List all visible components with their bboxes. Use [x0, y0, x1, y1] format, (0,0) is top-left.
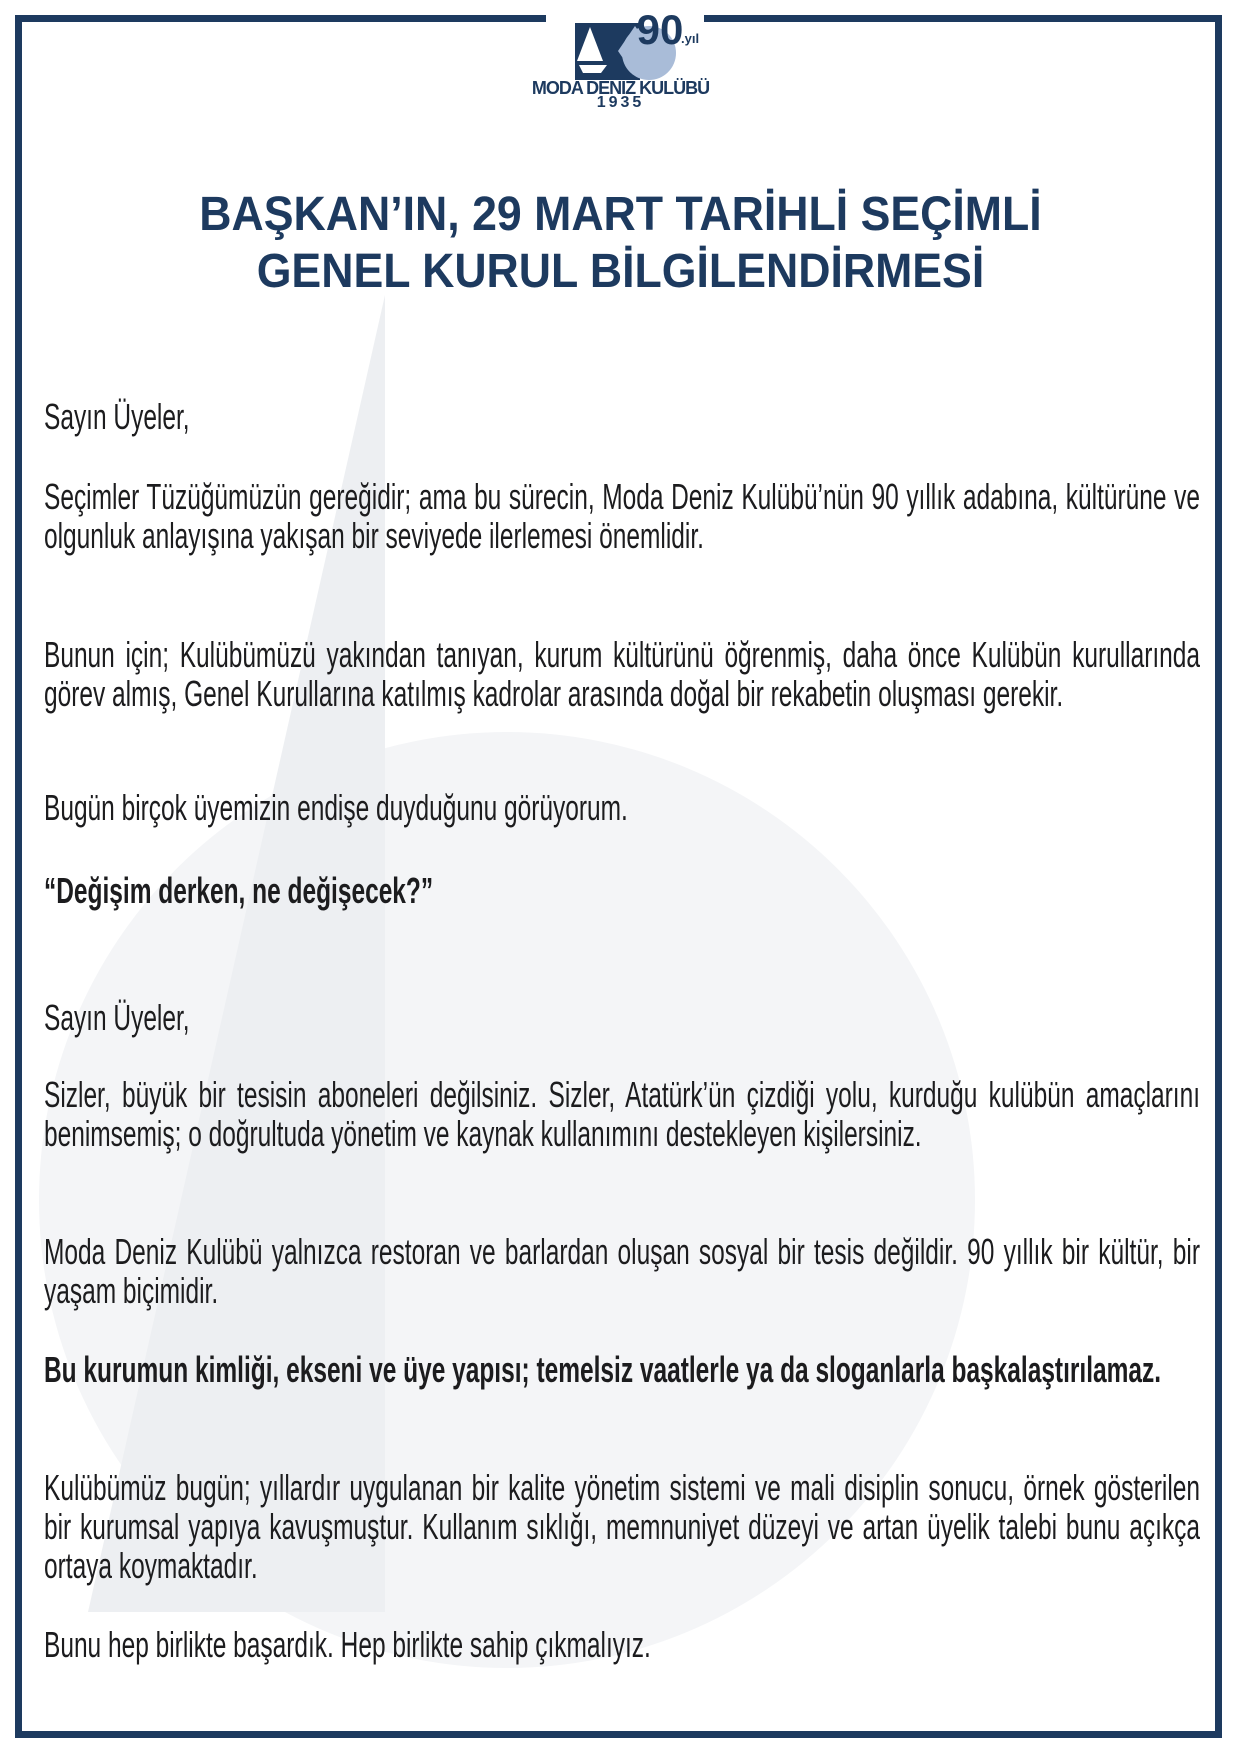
salutation: Sayın Üyeler, — [44, 396, 190, 437]
logo-anniversary-number: 90 — [636, 10, 684, 53]
page-title-line2: GENEL KURUL BİLGİLENDİRMESİ — [256, 245, 985, 298]
paragraph: Bugün birçok üyemizin endişe duyduğunu görüyorum. — [44, 787, 628, 828]
page-title-line1: BAŞKAN’IN, 29 MART TARİHLİ SEÇİMLİ — [199, 188, 1042, 241]
salutation: Sayın Üyeler, — [44, 997, 190, 1038]
paragraph-emphasis: Bu kurumun kimliği, ekseni ve üye yapısı; temelsiz vaatlerle ya da sloganlarla başkalaştırılamaz. — [44, 1349, 1162, 1390]
paragraph: Moda Deniz Kulübü yalnızca restoran ve barlardan oluşan sosyal bir tesis değildir. 90 yıllık bir kültür, bir yaşam biçimidir. — [44, 1231, 1200, 1311]
paragraph: Bunun için; Kulübümüzü yakından tanıyan, kurum kültürünü öğrenmiş, daha önce Kulübün kurullarında görev almış, Genel Kurullarına katılmış kadrolar arasında doğal bir rekabetin oluşması gerekir. — [44, 634, 1200, 714]
paragraph: Bunu hep birlikte başardık. Hep birlikte sahip çıkmalıyız. — [44, 1624, 651, 1665]
paragraph: Sizler, büyük bir tesisin aboneleri değilsiniz. Sizler, Atatürk’ün çizdiği yolu, kurduğu kulübün amaçlarını benimsemiş; o doğrultuda yönetim ve kaynak kullanımını destekleyen kişilersiniz. — [44, 1074, 1200, 1154]
logo-anniversary-suffix: .yıl — [681, 31, 700, 46]
club-name: MODA DENİZ KULÜBÜ — [531, 78, 710, 98]
quote-emphasis: “Değişim derken, ne değişecek?” — [44, 870, 434, 911]
body-text — [44, 0, 1207, 1754]
paragraph: Seçimler Tüzüğümüzün gereğidir; ama bu sürecin, Moda Deniz Kulübü’nün 90 yıllık adabına, kültürüne ve olgunluk anlayışına yakışan bir seviyede ilerlemesi önemlidir. — [44, 476, 1200, 556]
paragraph: Kulübümüz bugün; yıllardır uygulanan bir kalite yönetim sistemi ve mali disiplin sonucu, örnek gösterilen bir kurumsal yapıya kavuşmuştur. Kullanım sıklığı, memnuniyet düzeyi ve artan üyelik talebi bunu açıkça ortaya koymaktadır. — [44, 1467, 1200, 1586]
founding-year: 1935 — [596, 94, 645, 111]
